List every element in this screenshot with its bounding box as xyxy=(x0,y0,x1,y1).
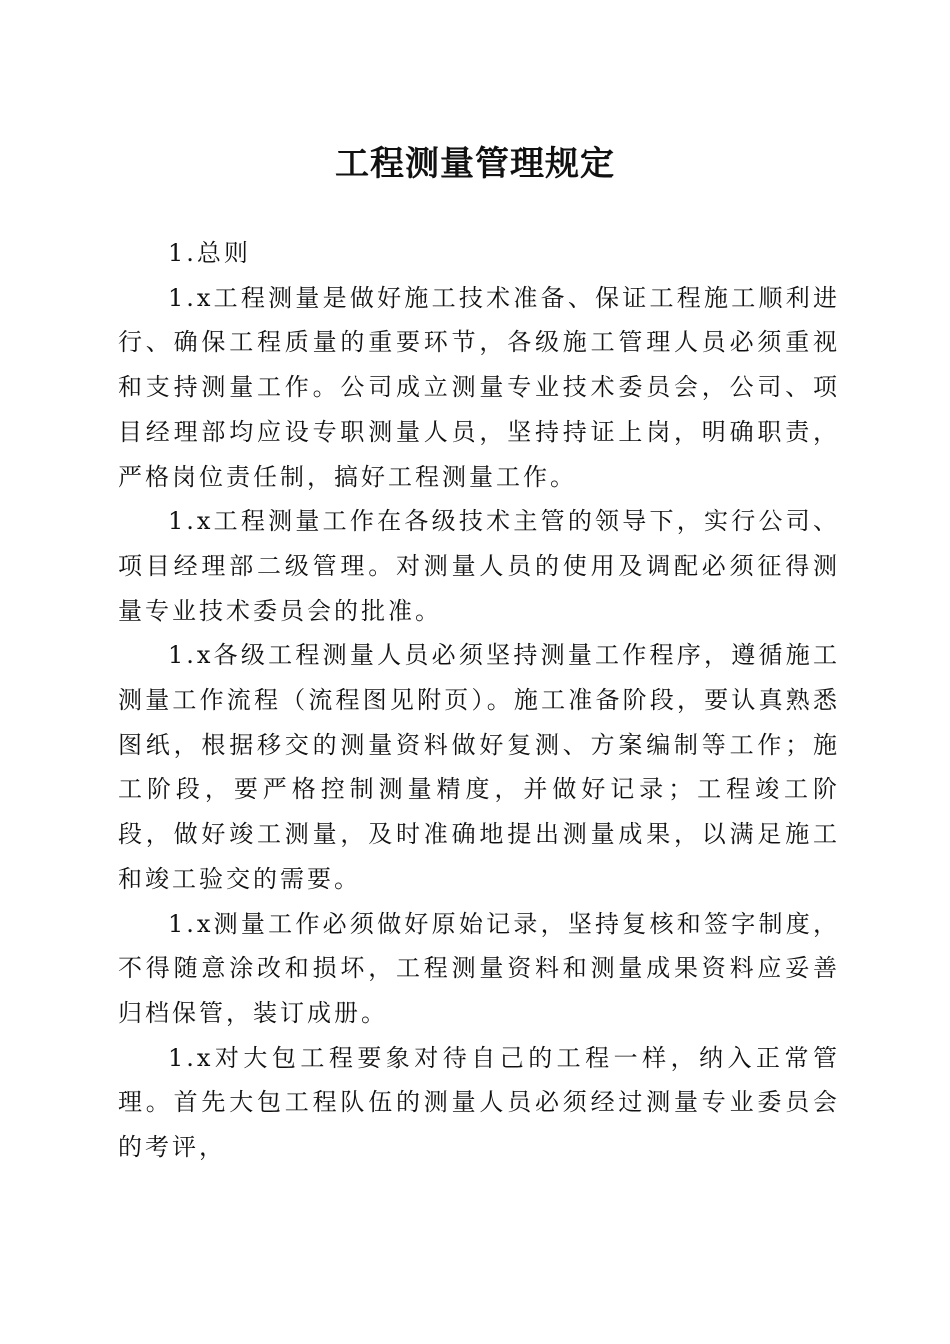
document-body xyxy=(118,231,840,1170)
paragraph-5: 1.x对大包工程要象对待自己的工程一样，纳入正常管理。首先大包工程队伍的测量人员必须经过测量专业委员会的考评， xyxy=(118,1043,840,1162)
section-heading-general: 1.总则 xyxy=(168,239,251,267)
document-title: 工程测量管理规定 xyxy=(335,144,615,184)
paragraph-3: 1.x各级工程测量人员必须坚持测量工作程序，遵循施工测量工作流程（流程图见附页）。施工准备阶段，要认真熟悉图纸，根据移交的测量资料做好复测、方案编制等工作；施工阶段，要严格控制测量精度，并做好记录；工程竣工阶段，做好竣工测量，及时准确地提出测量成果，以满足施工和竣工验交的需要。 xyxy=(118,641,840,893)
paragraph-1: 1.x工程测量是做好施工技术准备、保证工程施工顺利进行、确保工程质量的重要环节，各级施工管理人员必须重视和支持测量工作。公司成立测量专业技术委员会，公司、项目经理部均应设专职测量人员，坚持持证上岗，明确职责，严格岗位责任制，搞好工程测量工作。 xyxy=(118,283,840,491)
paragraph-2: 1.x工程测量工作在各级技术主管的领导下，实行公司、项目经理部二级管理。对测量人员的使用及调配必须征得测量专业技术委员会的批准。 xyxy=(118,507,840,625)
paragraph-4: 1.x测量工作必须做好原始记录，坚持复核和签字制度，不得随意涂改和损坏，工程测量资料和测量成果资料应妥善归档保管，装订成册。 xyxy=(118,909,840,1027)
